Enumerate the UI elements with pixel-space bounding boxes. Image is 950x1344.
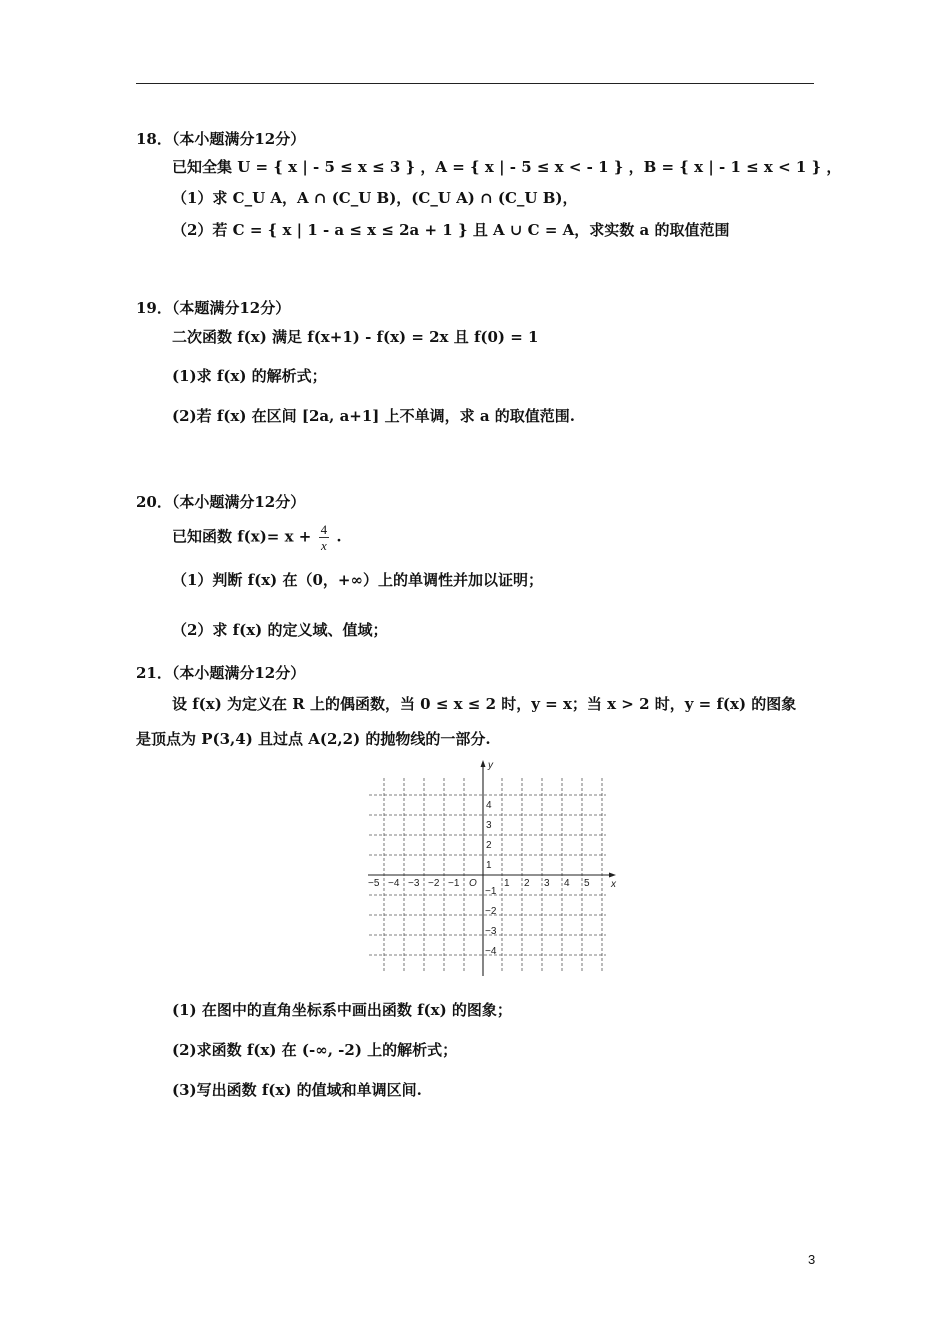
y-tick-label: −3 [485,926,497,937]
q20-line3: （2）求 f(x) 的定义域、值域； [172,621,388,639]
y-axis-label: y [488,760,493,771]
fraction-numerator: 4 [320,522,328,537]
q18-line3: （2）若 C = { x | 1 - a ≤ x ≤ 2a + 1 } 且 A ∪ C = A，求实数 a 的取值范围 [172,221,730,239]
x-tick-label: 1 [504,878,510,889]
y-tick-label: 3 [486,820,492,831]
y-tick-label: −4 [485,946,497,957]
q21-line1: 设 f(x) 为定义在 R 上的偶函数，当 0 ≤ x ≤ 2 时，y = x；当 x > 2 时，y = f(x) 的图象 [172,695,797,713]
x-tick-label: −1 [448,878,460,889]
q18-header: 18．（本小题满分12分） [136,130,306,148]
x-tick-label: 2 [524,878,530,889]
q18-line2: （1）求 C_U A，A ∩ (C_U B)，(C_U A) ∩ (C_U B)， [172,189,578,207]
x-tick-label: −4 [388,878,400,889]
x-tick-label: −3 [408,878,420,889]
q21-sub2: (2)求函数 f(x) 在 (-∞, -2) 上的解析式； [172,1041,458,1059]
coordinate-grid [364,758,624,980]
y-tick-label: −2 [485,906,497,917]
q21-line2: 是顶点为 P(3,4) 且过点 A(2,2) 的抛物线的一部分. [136,730,491,748]
page-number: 3 [808,1252,816,1267]
header-rule [136,83,814,84]
y-tick-label: 1 [486,860,492,871]
q20-line1 [172,522,342,553]
q20-header: 20．（本小题满分12分） [136,493,306,511]
x-tick-label: 5 [584,878,590,889]
y-tick-label: 4 [486,800,492,811]
q19-line2: (1)求 f(x) 的解析式； [172,367,327,385]
fraction-denominator: x [320,538,327,553]
q18-line1: 已知全集 U = { x | - 5 ≤ x ≤ 3 } ，A = { x | - 5 ≤ x < - 1 } ，B = { x | - 1 ≤ x < 1 } ， [172,158,842,176]
q21-header: 21．（本小题满分12分） [136,664,306,682]
y-axis-arrow-icon [481,760,486,767]
q21-sub1: (1) 在图中的直角坐标系中画出函数 f(x) 的图象； [172,1001,512,1019]
q19-line1: 二次函数 f(x) 满足 f(x+1) - f(x) = 2x 且 f(0) = 1 [172,328,539,346]
x-axis-arrow-icon [609,873,616,878]
fraction-4-over-x [319,522,330,553]
x-tick-label: 3 [544,878,550,889]
y-tick-label: −1 [485,886,497,897]
q20-line2: （1）判断 f(x) 在（0，+∞）上的单调性并加以证明； [172,571,543,589]
q20-line1-end: . [336,527,342,546]
x-axis-label: x [611,879,616,890]
x-tick-label: −2 [428,878,440,889]
q19-line3: (2)若 f(x) 在区间 [2a, a+1] 上不单调，求 a 的取值范围. [172,407,576,425]
y-tick-label: 2 [486,840,492,851]
x-tick-label: 4 [564,878,570,889]
q19-header: 19．（本题满分12分） [136,299,291,317]
origin-label: O [469,878,477,889]
q21-sub3: (3)写出函数 f(x) 的值域和单调区间. [172,1081,422,1099]
q20-line1-text: 已知函数 f(x)= x + [172,527,312,546]
x-tick-label: −5 [368,878,380,889]
